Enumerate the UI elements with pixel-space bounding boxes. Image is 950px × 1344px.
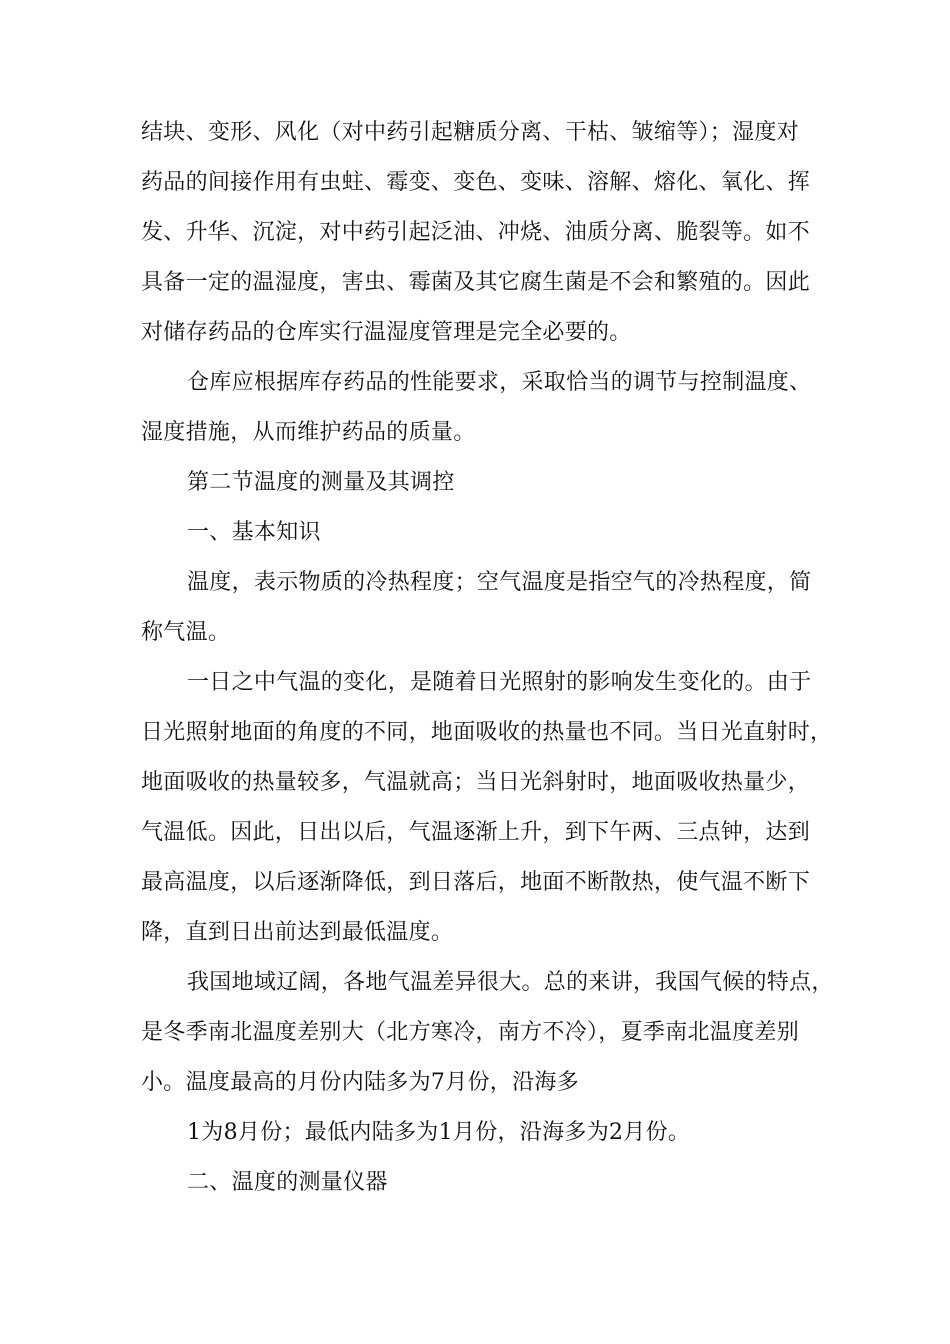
subsection-heading: 一、基本知识: [187, 520, 321, 545]
text-line: 最高温度，以后逐渐降低，到日落后，地面不断散热，使气温不断下: [141, 870, 811, 895]
text-line: 气温低。因此，日出以后，气温逐渐上升，到下午两、三点钟，达到: [141, 820, 811, 845]
text-line: 发、升华、沉淀，对中药引起泛油、冲烧、油质分离、脆裂等。如不: [141, 220, 811, 245]
paragraph-start: 1为8月份；最低内陆多为1月份，沿海多为2月份。: [187, 1120, 691, 1145]
text-line: 药品的间接作用有虫蛀、霉变、变色、变味、溶解、熔化、氧化、挥: [141, 170, 811, 195]
text-line: 称气温。: [141, 620, 231, 645]
text-line: 日光照射地面的角度的不同，地面吸收的热量也不同。当日光直射时，: [141, 720, 833, 745]
text-line: 小。温度最高的月份内陆多为7月份，沿海多: [141, 1070, 579, 1095]
paragraph-start: 我国地域辽阔，各地气温差异很大。总的来讲，我国气候的特点，: [187, 970, 834, 995]
text-line: 是冬季南北温度差别大（北方寒冷，南方不冷），夏季南北温度差别: [141, 1020, 800, 1045]
paragraph-start: 温度，表示物质的冷热程度；空气温度是指空气的冷热程度，简: [187, 570, 812, 595]
paragraph-start: 一日之中气温的变化，是随着日光照射的影响发生变化的。由于: [187, 670, 812, 695]
text-line: 地面吸收的热量较多，气温就高；当日光斜射时，地面吸收热量少，: [141, 770, 811, 795]
subsection-heading: 二、温度的测量仪器: [187, 1170, 388, 1195]
text-line: 结块、变形、风化（对中药引起糖质分离、干枯、皱缩等）；湿度对: [141, 120, 800, 145]
text-line: 降，直到日出前达到最低温度。: [141, 920, 454, 945]
text-line: 湿度措施，从而维护药品的质量。: [141, 420, 476, 445]
section-heading: 第二节温度的测量及其调控: [187, 470, 455, 495]
text-line: 具备一定的温湿度，害虫、霉菌及其它腐生菌是不会和繁殖的。因此: [141, 270, 811, 295]
text-line: 对储存药品的仓库实行温湿度管理是完全必要的。: [141, 320, 632, 345]
paragraph-start: 仓库应根据库存药品的性能要求，采取恰当的调节与控制温度、: [187, 370, 812, 395]
